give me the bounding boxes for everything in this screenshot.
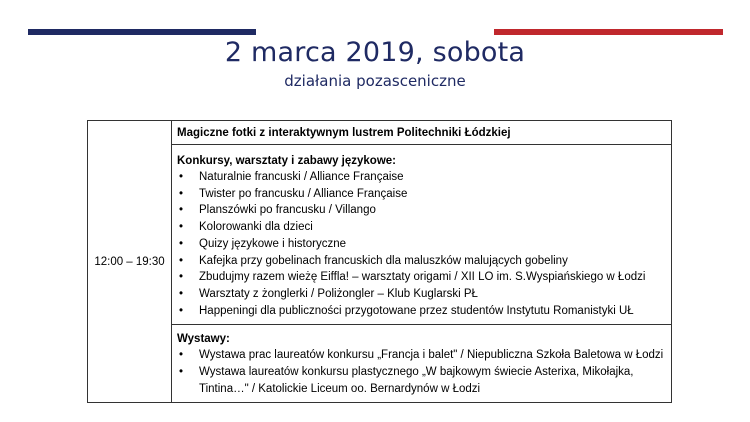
list-item: • Wystawa prac laureatów konkursu „Francja i balet" / Niepubliczna Szkoła Baletowa w Łodzi bbox=[177, 347, 665, 364]
section-heading: Wystawy: bbox=[177, 333, 230, 346]
bullet-icon: • bbox=[179, 287, 184, 300]
bullet-icon: • bbox=[179, 204, 184, 217]
bullet-icon: • bbox=[179, 349, 184, 362]
list-item: • Kafejka przy gobelinach francuskich dla maluszków malujących gobeliny bbox=[177, 253, 665, 270]
list-item: • Wystawa laureatów konkursu plastycznego „W bajkowym świecie Asterixa, Mikołajka, Tintina…" / Katolickie Liceum oo. Bernardynów w Łodzi bbox=[179, 366, 634, 396]
section-heading: Magiczne fotki z interaktywnym lustrem Politechniki Łódzkiej bbox=[177, 127, 511, 139]
section-contests bbox=[172, 145, 672, 325]
table-row bbox=[88, 325, 672, 403]
page-title: 2 marca 2019, sobota bbox=[224, 37, 526, 68]
bullet-icon: • bbox=[179, 237, 184, 250]
section-heading: Konkursy, warsztaty i zabawy językowe: bbox=[177, 155, 397, 167]
table-row bbox=[88, 121, 672, 145]
contest-list bbox=[177, 169, 665, 319]
list-item: • Quizy językowe i historyczne bbox=[177, 236, 665, 253]
decorative-bar-left bbox=[28, 29, 256, 35]
exhibition-list bbox=[177, 347, 665, 398]
section-magic-photos bbox=[172, 121, 672, 145]
list-item: • Happeningi dla publiczności przygotowane przez studentów Instytutu Romanistyki UŁ bbox=[177, 303, 665, 320]
list-item: • Planszówki po francusku / Villango bbox=[177, 202, 665, 219]
page-subtitle: działania pozasceniczne bbox=[284, 72, 466, 90]
time-cell: 12:00 – 19:30 bbox=[88, 121, 172, 403]
bullet-icon: • bbox=[179, 271, 184, 284]
bullet-icon: • bbox=[179, 221, 184, 234]
list-item: • Zbudujmy razem wieżę Eiffla! – warsztaty origami / XII LO im. S.Wyspiańskiego w Łodzi bbox=[177, 269, 665, 286]
decorative-bar-right bbox=[494, 29, 723, 35]
list-item: • Kolorowanki dla dzieci bbox=[177, 219, 665, 236]
bullet-icon: • bbox=[179, 187, 184, 200]
bullet-icon: • bbox=[179, 254, 184, 267]
bullet-icon: • bbox=[179, 304, 184, 317]
list-item: • Warsztaty z żonglerki / Poliżongler – Klub Kuglarski PŁ bbox=[177, 286, 665, 303]
table-row bbox=[88, 145, 672, 325]
bullet-icon: • bbox=[179, 366, 184, 379]
list-item: • Naturalnie francuski / Alliance Française bbox=[177, 169, 665, 186]
section-exhibitions bbox=[172, 325, 672, 403]
bullet-icon: • bbox=[179, 171, 184, 183]
list-item: • Twister po francusku / Alliance Française bbox=[177, 186, 665, 203]
schedule-table bbox=[87, 120, 672, 403]
